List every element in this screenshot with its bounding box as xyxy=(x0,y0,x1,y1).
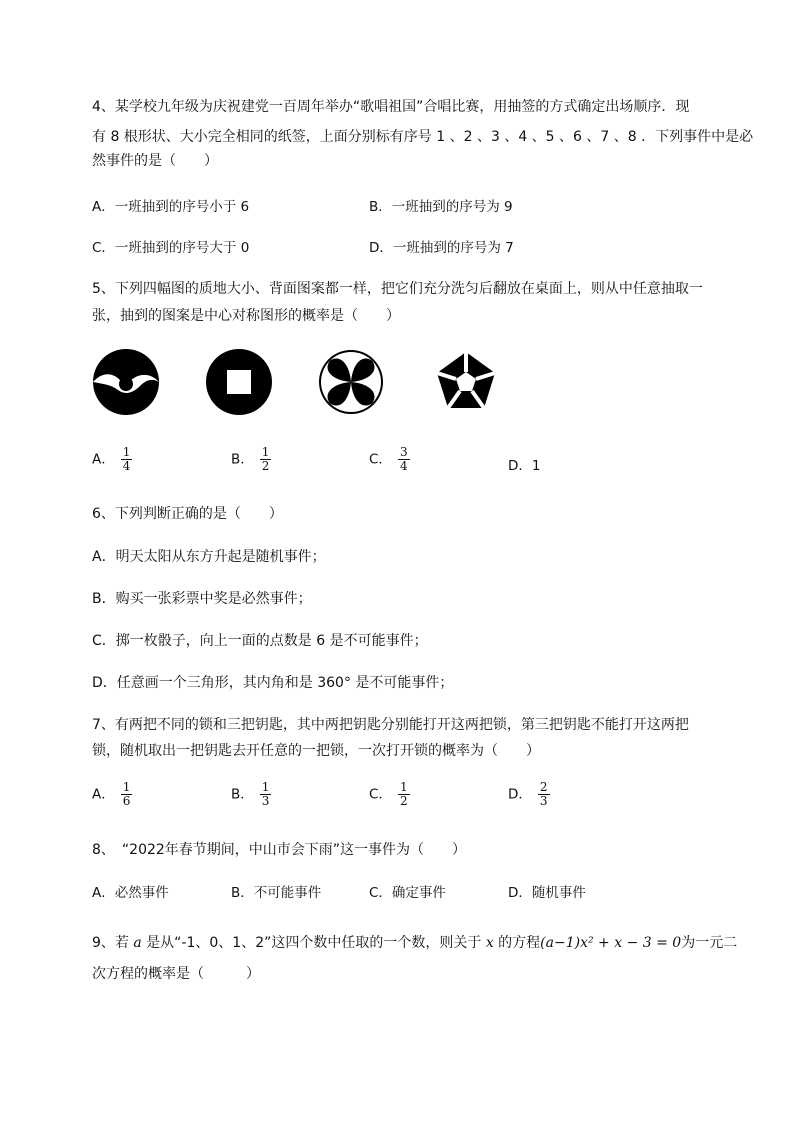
q4-option-c: C．一班抽到的序号大于 0 xyxy=(92,240,250,256)
q7-option-c-label: C． xyxy=(369,786,392,803)
q9-equation: (a−1)x² + x − 3 = 0 xyxy=(540,935,682,951)
q8-option-a: A．必然事件 xyxy=(92,885,169,901)
q7-option-d-numerator: 2 xyxy=(539,780,548,794)
q7-option-d-denominator: 3 xyxy=(539,794,548,808)
q5-option-d: D．1 xyxy=(508,458,541,474)
q9-text-b: 是从“-1、0、1、2”这四个数中任取的一个数，则关于 xyxy=(141,935,486,951)
q9-var-x: x xyxy=(485,935,494,951)
q7-line2: 锁，随机取出一把钥匙去开任意的一把锁，一次打开锁的概率为（ ） xyxy=(92,743,540,759)
q5-option-b-fraction xyxy=(260,446,272,473)
q9-line2: 次方程的概率是（ ） xyxy=(92,966,260,982)
q4-option-a: A．一班抽到的序号小于 6 xyxy=(92,199,250,215)
q5-line1: 5、下列四幅图的质地大小、背面图案都一样，把它们充分洗匀后翻放在桌面上，则从中任意抽取一 xyxy=(92,281,703,297)
q6-option-c: C．掷一枚骰子，向上一面的点数是 6 是不可能事件； xyxy=(92,633,428,649)
q4-option-b: B．一班抽到的序号为 9 xyxy=(369,199,513,215)
four-petal-flower-figure xyxy=(317,348,385,416)
q7-option-c-fraction xyxy=(398,781,410,808)
q7-option-d-fraction xyxy=(538,781,550,808)
q9-line1 xyxy=(92,932,737,952)
q4-line1: 4、某学校九年级为庆祝建党一百周年举办“歌唱祖国”合唱比赛，用抽签的方式确定出场顺序．现 xyxy=(92,99,690,115)
q5-option-b xyxy=(231,446,271,473)
q8-option-d: D．随机事件 xyxy=(508,885,586,901)
q4-option-d: D．一班抽到的序号为 7 xyxy=(369,240,514,256)
q7-option-a-fraction xyxy=(121,781,133,808)
q5-option-b-numerator: 1 xyxy=(261,445,270,459)
q5-option-a-denominator: 4 xyxy=(122,459,131,473)
q7-option-b-fraction xyxy=(260,781,272,808)
q7-option-a-label: A． xyxy=(92,786,115,803)
q8-option-b: B．不可能事件 xyxy=(231,885,322,901)
pentagon-star-figure xyxy=(432,348,500,416)
q9-text-c: 的方程 xyxy=(493,935,541,951)
q7-option-b-denominator: 3 xyxy=(261,794,270,808)
q6-stem: 6、下列判断正确的是（ ） xyxy=(92,506,283,522)
q9-text-d: 为一元二 xyxy=(681,935,738,951)
q5-option-a-label: A． xyxy=(92,451,115,468)
q6-option-b: B．购买一张彩票中奖是必然事件； xyxy=(92,591,312,607)
q6-option-d: D．任意画一个三角形，其内角和是 360° 是不可能事件； xyxy=(92,675,454,691)
q5-option-a-numerator: 1 xyxy=(122,445,131,459)
q5-option-a-fraction xyxy=(121,446,133,473)
q4-line3: 然事件的是（ ） xyxy=(92,153,218,169)
q7-line1: 7、有两把不同的锁和三把钥匙，其中两把钥匙分别能打开这两把锁，第三把钥匙不能打开这两把 xyxy=(92,717,689,733)
square-hole-coin-figure xyxy=(205,348,273,416)
q5-option-b-label: B． xyxy=(231,451,254,468)
q5-option-c-fraction xyxy=(398,446,410,473)
q7-option-d-label: D． xyxy=(508,786,532,803)
q7-option-a-numerator: 1 xyxy=(122,780,131,794)
yin-yang-like-figure xyxy=(92,348,160,416)
q9-text-a: 9、若 xyxy=(92,935,134,951)
q7-option-b xyxy=(231,781,271,808)
q7-option-a xyxy=(92,781,132,808)
q7-option-c xyxy=(369,781,410,808)
q5-option-a xyxy=(92,446,132,473)
q7-option-c-denominator: 2 xyxy=(399,794,408,808)
q7-option-a-denominator: 6 xyxy=(122,794,131,808)
q5-line2: 张，抽到的图案是中心对称图形的概率是（ ） xyxy=(92,308,400,324)
q8-stem: 8、 “2022年春节期间，中山市会下雨”这一事件为（ ） xyxy=(92,842,467,858)
q5-option-b-denominator: 2 xyxy=(261,459,270,473)
q7-option-c-numerator: 1 xyxy=(399,780,408,794)
q5-option-c xyxy=(369,446,410,473)
q8-option-c: C．确定事件 xyxy=(369,885,446,901)
q5-option-c-numerator: 3 xyxy=(399,445,408,459)
q9-var-a: a xyxy=(133,935,142,951)
q5-option-c-denominator: 4 xyxy=(399,459,408,473)
q5-option-c-label: C． xyxy=(369,451,392,468)
q6-option-a: A．明天太阳从东方升起是随机事件； xyxy=(92,549,326,565)
q7-option-d xyxy=(508,781,550,808)
q7-option-b-label: B． xyxy=(231,786,254,803)
q7-option-b-numerator: 1 xyxy=(261,780,270,794)
q4-line2: 有 8 根形状、大小完全相同的纸签，上面分别标有序号 1 、2 、3 、4 、5 、6 、7 、8 ．下列事件中是必 xyxy=(92,129,754,145)
